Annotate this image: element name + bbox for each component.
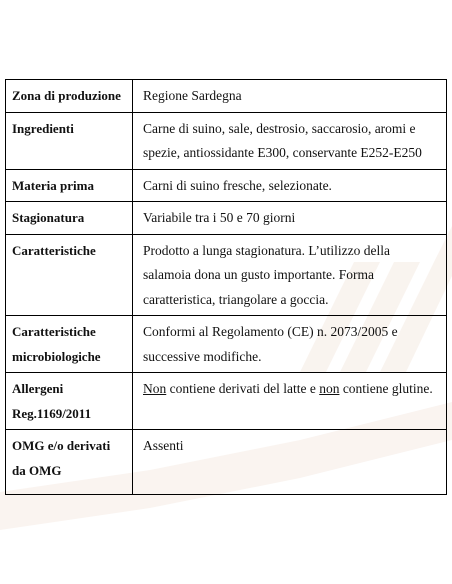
- row-label: Materia prima: [6, 169, 133, 202]
- value-text: contiene glutine.: [339, 381, 433, 396]
- row-label: Caratteristiche microbiologiche: [6, 316, 133, 373]
- row-value: Conformi al Regolamento (CE) n. 2073/2005 e successive modifiche.: [133, 316, 447, 373]
- table-row: [6, 80, 447, 113]
- row-value: Carne di suino, sale, destrosio, saccarosio, aromi e spezie, antiossidante E300, conservante E252-E250: [133, 112, 447, 169]
- row-value: Carni di suino fresche, selezionate.: [133, 169, 447, 202]
- row-value: Assenti: [133, 430, 447, 495]
- table-row: [6, 373, 447, 430]
- table-row: [6, 430, 447, 495]
- row-label: Caratteristiche: [6, 234, 133, 316]
- row-label: Zona di produzione: [6, 80, 133, 113]
- row-value: [133, 373, 447, 430]
- underlined-non: Non: [143, 381, 167, 396]
- row-label: Allergeni Reg.1169/2011: [6, 373, 133, 430]
- table-row: [6, 316, 447, 373]
- value-text: contiene derivati del latte e: [166, 381, 320, 396]
- table-row: [6, 234, 447, 316]
- table-row: [6, 112, 447, 169]
- row-value: Prodotto a lunga stagionatura. L’utilizzo della salamoia dona un gusto importante. Forma caratteristica, triangolare a goccia.: [133, 234, 447, 316]
- table-row: [6, 202, 447, 235]
- product-spec-table: [5, 79, 447, 495]
- table-row: [6, 169, 447, 202]
- row-label: Stagionatura: [6, 202, 133, 235]
- row-value: Variabile tra i 50 e 70 giorni: [133, 202, 447, 235]
- row-label: Ingredienti: [6, 112, 133, 169]
- underlined-non: non: [319, 381, 340, 396]
- row-label: OMG e/o derivati da OMG: [6, 430, 133, 495]
- row-value: Regione Sardegna: [133, 80, 447, 113]
